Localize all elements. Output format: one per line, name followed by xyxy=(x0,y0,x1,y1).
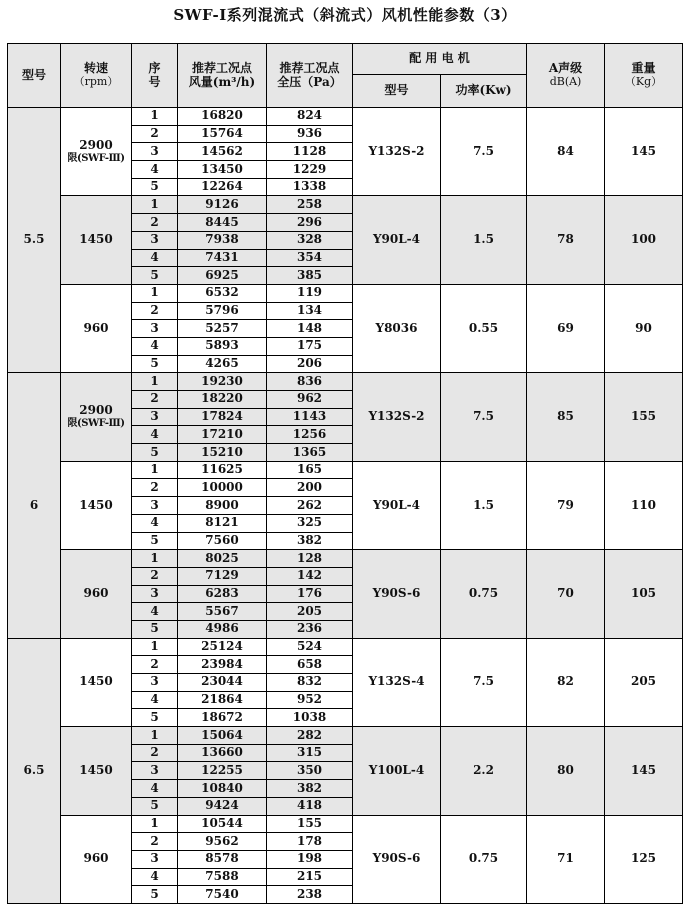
table-row xyxy=(8,196,683,214)
pressure-cell: 1128 xyxy=(267,143,353,161)
seq-cell: 1 xyxy=(132,373,178,391)
seq-cell: 2 xyxy=(132,125,178,143)
pressure-cell: 315 xyxy=(267,744,353,762)
airflow-cell: 8121 xyxy=(178,514,267,532)
pressure-cell: 200 xyxy=(267,479,353,497)
airflow-cell: 13660 xyxy=(178,744,267,762)
header-noise: A声级 dB(A) xyxy=(527,44,605,108)
seq-cell: 5 xyxy=(132,532,178,550)
pressure-cell: 236 xyxy=(267,620,353,638)
pressure-cell: 175 xyxy=(267,337,353,355)
speed-note: 限(SWF-Ⅲ) xyxy=(67,152,125,164)
motor-power-cell: 0.55 xyxy=(441,284,527,372)
speed-value: 2900 xyxy=(79,403,113,418)
seq-cell: 4 xyxy=(132,780,178,798)
header-model: 型号 xyxy=(8,44,61,108)
pressure-cell: 382 xyxy=(267,532,353,550)
speed-cell xyxy=(61,727,132,815)
seq-cell: 4 xyxy=(132,603,178,621)
pressure-cell: 215 xyxy=(267,868,353,886)
pressure-cell: 148 xyxy=(267,320,353,338)
weight-cell: 145 xyxy=(605,108,683,196)
speed-value: 960 xyxy=(83,851,109,866)
speed-cell xyxy=(61,196,132,284)
airflow-cell: 17210 xyxy=(178,426,267,444)
motor-power-cell: 7.5 xyxy=(441,108,527,196)
airflow-cell: 18220 xyxy=(178,391,267,409)
pressure-cell: 282 xyxy=(267,727,353,745)
pressure-cell: 176 xyxy=(267,585,353,603)
seq-cell: 2 xyxy=(132,833,178,851)
weight-cell: 90 xyxy=(605,284,683,372)
noise-cell: 82 xyxy=(527,638,605,726)
seq-cell: 2 xyxy=(132,656,178,674)
pressure-cell: 328 xyxy=(267,231,353,249)
pressure-cell: 325 xyxy=(267,514,353,532)
pressure-cell: 832 xyxy=(267,674,353,692)
motor-model-cell: Y132S-2 xyxy=(353,108,441,196)
header-pressure: 推荐工况点 全压（Pa） xyxy=(267,44,353,108)
seq-cell: 4 xyxy=(132,249,178,267)
pressure-cell: 119 xyxy=(267,284,353,302)
pressure-cell: 1338 xyxy=(267,178,353,196)
speed-cell xyxy=(61,461,132,549)
speed-value: 1450 xyxy=(79,232,113,247)
airflow-cell: 8025 xyxy=(178,550,267,568)
airflow-cell: 8900 xyxy=(178,497,267,515)
pressure-cell: 258 xyxy=(267,196,353,214)
table-row xyxy=(8,108,683,126)
seq-cell: 4 xyxy=(132,868,178,886)
model-cell: 6.5 xyxy=(8,638,61,903)
table-row xyxy=(8,461,683,479)
noise-cell: 78 xyxy=(527,196,605,284)
pressure-cell: 1143 xyxy=(267,408,353,426)
pressure-cell: 382 xyxy=(267,780,353,798)
airflow-cell: 23984 xyxy=(178,656,267,674)
airflow-cell: 7129 xyxy=(178,567,267,585)
airflow-cell: 7938 xyxy=(178,231,267,249)
airflow-cell: 23044 xyxy=(178,674,267,692)
motor-model-cell: Y90L-4 xyxy=(353,196,441,284)
weight-cell: 205 xyxy=(605,638,683,726)
header-weight: 重量 （Kg） xyxy=(605,44,683,108)
seq-cell: 3 xyxy=(132,850,178,868)
airflow-cell: 10840 xyxy=(178,780,267,798)
airflow-cell: 7431 xyxy=(178,249,267,267)
speed-value: 1450 xyxy=(79,762,113,777)
table-body xyxy=(8,108,683,904)
noise-cell: 71 xyxy=(527,815,605,903)
motor-model-cell: Y90S-6 xyxy=(353,550,441,638)
pressure-cell: 155 xyxy=(267,815,353,833)
seq-cell: 5 xyxy=(132,267,178,285)
table-header xyxy=(8,44,683,108)
airflow-cell: 5893 xyxy=(178,337,267,355)
seq-cell: 4 xyxy=(132,337,178,355)
seq-cell: 3 xyxy=(132,143,178,161)
pressure-cell: 952 xyxy=(267,691,353,709)
airflow-cell: 5567 xyxy=(178,603,267,621)
table-row xyxy=(8,727,683,745)
seq-cell: 3 xyxy=(132,497,178,515)
pressure-cell: 134 xyxy=(267,302,353,320)
seq-cell: 1 xyxy=(132,815,178,833)
speed-cell xyxy=(61,108,132,196)
airflow-cell: 9126 xyxy=(178,196,267,214)
motor-power-cell: 0.75 xyxy=(441,815,527,903)
airflow-cell: 4986 xyxy=(178,620,267,638)
speed-value: 2900 xyxy=(79,138,113,153)
header-motor: 配 用 电 机 xyxy=(353,44,527,75)
motor-power-cell: 1.5 xyxy=(441,196,527,284)
speed-value: 1450 xyxy=(79,497,113,512)
seq-cell: 5 xyxy=(132,886,178,904)
airflow-cell: 17824 xyxy=(178,408,267,426)
seq-cell: 2 xyxy=(132,479,178,497)
speed-value: 1450 xyxy=(79,674,113,689)
speed-value: 960 xyxy=(83,586,109,600)
noise-cell: 80 xyxy=(527,727,605,815)
pressure-cell: 165 xyxy=(267,461,353,479)
seq-cell: 1 xyxy=(132,550,178,568)
motor-model-cell: Y100L-4 xyxy=(353,727,441,815)
airflow-cell: 7560 xyxy=(178,532,267,550)
pressure-cell: 296 xyxy=(267,214,353,232)
pressure-cell: 936 xyxy=(267,125,353,143)
pressure-cell: 1229 xyxy=(267,161,353,179)
airflow-cell: 21864 xyxy=(178,691,267,709)
pressure-cell: 238 xyxy=(267,886,353,904)
table-row xyxy=(8,550,683,568)
pressure-cell: 524 xyxy=(267,638,353,656)
airflow-cell: 7588 xyxy=(178,868,267,886)
table-row xyxy=(8,373,683,391)
pressure-cell: 142 xyxy=(267,567,353,585)
weight-cell: 110 xyxy=(605,461,683,549)
airflow-cell: 4265 xyxy=(178,355,267,373)
seq-cell: 5 xyxy=(132,355,178,373)
speed-cell xyxy=(61,550,132,638)
airflow-cell: 15210 xyxy=(178,444,267,462)
noise-cell: 84 xyxy=(527,108,605,196)
airflow-cell: 5257 xyxy=(178,320,267,338)
weight-cell: 145 xyxy=(605,727,683,815)
seq-cell: 5 xyxy=(132,797,178,815)
motor-model-cell: Y132S-4 xyxy=(353,638,441,726)
airflow-cell: 14562 xyxy=(178,143,267,161)
noise-cell: 69 xyxy=(527,284,605,372)
motor-model-cell: Y8036 xyxy=(353,284,441,372)
seq-cell: 4 xyxy=(132,691,178,709)
airflow-cell: 8578 xyxy=(178,850,267,868)
header-motor-model: 型号 xyxy=(353,75,441,108)
pressure-cell: 824 xyxy=(267,108,353,126)
pressure-cell: 1038 xyxy=(267,709,353,727)
airflow-cell: 11625 xyxy=(178,461,267,479)
page-title: SWF-Ⅰ系列混流式（斜流式）风机性能参数（3） xyxy=(173,6,517,24)
motor-power-cell: 0.75 xyxy=(441,550,527,638)
airflow-cell: 16820 xyxy=(178,108,267,126)
pressure-cell: 836 xyxy=(267,373,353,391)
pressure-cell: 658 xyxy=(267,656,353,674)
seq-cell: 5 xyxy=(132,178,178,196)
weight-cell: 125 xyxy=(605,815,683,903)
header-airflow: 推荐工况点 风量(m³/h) xyxy=(178,44,267,108)
airflow-cell: 7540 xyxy=(178,886,267,904)
motor-model-cell: Y132S-2 xyxy=(353,373,441,461)
speed-cell xyxy=(61,638,132,726)
pressure-cell: 1365 xyxy=(267,444,353,462)
airflow-cell: 10544 xyxy=(178,815,267,833)
seq-cell: 4 xyxy=(132,426,178,444)
speed-cell xyxy=(61,284,132,372)
speed-cell xyxy=(61,373,132,461)
seq-cell: 5 xyxy=(132,709,178,727)
seq-cell: 2 xyxy=(132,302,178,320)
table-row xyxy=(8,638,683,656)
pressure-cell: 962 xyxy=(267,391,353,409)
airflow-cell: 6532 xyxy=(178,284,267,302)
pressure-cell: 198 xyxy=(267,850,353,868)
airflow-cell: 6925 xyxy=(178,267,267,285)
airflow-cell: 19230 xyxy=(178,373,267,391)
noise-cell: 85 xyxy=(527,373,605,461)
seq-cell: 2 xyxy=(132,214,178,232)
seq-cell: 4 xyxy=(132,514,178,532)
airflow-cell: 9424 xyxy=(178,797,267,815)
pressure-cell: 178 xyxy=(267,833,353,851)
airflow-cell: 8445 xyxy=(178,214,267,232)
motor-power-cell: 7.5 xyxy=(441,638,527,726)
pressure-cell: 128 xyxy=(267,550,353,568)
airflow-cell: 12255 xyxy=(178,762,267,780)
model-cell: 5.5 xyxy=(8,108,61,373)
airflow-cell: 25124 xyxy=(178,638,267,656)
seq-cell: 1 xyxy=(132,461,178,479)
weight-cell: 155 xyxy=(605,373,683,461)
airflow-cell: 5796 xyxy=(178,302,267,320)
airflow-cell: 15764 xyxy=(178,125,267,143)
motor-power-cell: 7.5 xyxy=(441,373,527,461)
pressure-cell: 206 xyxy=(267,355,353,373)
pressure-cell: 1256 xyxy=(267,426,353,444)
pressure-cell: 354 xyxy=(267,249,353,267)
seq-cell: 3 xyxy=(132,231,178,249)
seq-cell: 1 xyxy=(132,196,178,214)
table-row xyxy=(8,815,683,833)
pressure-cell: 205 xyxy=(267,603,353,621)
airflow-cell: 10000 xyxy=(178,479,267,497)
noise-cell: 79 xyxy=(527,461,605,549)
pressure-cell: 350 xyxy=(267,762,353,780)
airflow-cell: 15064 xyxy=(178,727,267,745)
airflow-cell: 13450 xyxy=(178,161,267,179)
speed-cell xyxy=(61,815,132,903)
airflow-cell: 6283 xyxy=(178,585,267,603)
motor-model-cell: Y90L-4 xyxy=(353,461,441,549)
airflow-cell: 9562 xyxy=(178,833,267,851)
weight-cell: 105 xyxy=(605,550,683,638)
seq-cell: 3 xyxy=(132,320,178,338)
performance-table xyxy=(7,43,683,904)
seq-cell: 2 xyxy=(132,391,178,409)
seq-cell: 1 xyxy=(132,638,178,656)
airflow-cell: 12264 xyxy=(178,178,267,196)
seq-cell: 3 xyxy=(132,585,178,603)
seq-cell: 5 xyxy=(132,620,178,638)
noise-cell: 70 xyxy=(527,550,605,638)
seq-cell: 1 xyxy=(132,727,178,745)
table-row xyxy=(8,284,683,302)
header-speed: 转速 （rpm） xyxy=(61,44,132,108)
model-cell: 6 xyxy=(8,373,61,638)
weight-cell: 100 xyxy=(605,196,683,284)
seq-cell: 3 xyxy=(132,762,178,780)
airflow-cell: 18672 xyxy=(178,709,267,727)
speed-note: 限(SWF-Ⅲ) xyxy=(67,418,125,430)
seq-cell: 3 xyxy=(132,408,178,426)
seq-cell: 5 xyxy=(132,444,178,462)
seq-cell: 2 xyxy=(132,744,178,762)
header-seq: 序 号 xyxy=(132,44,178,108)
motor-power-cell: 2.2 xyxy=(441,727,527,815)
header-motor-power: 功率(Kw) xyxy=(441,75,527,108)
pressure-cell: 385 xyxy=(267,267,353,285)
pressure-cell: 262 xyxy=(267,497,353,515)
speed-value: 960 xyxy=(83,320,109,335)
motor-power-cell: 1.5 xyxy=(441,461,527,549)
seq-cell: 1 xyxy=(132,284,178,302)
seq-cell: 2 xyxy=(132,567,178,585)
seq-cell: 3 xyxy=(132,674,178,692)
seq-cell: 4 xyxy=(132,161,178,179)
motor-model-cell: Y90S-6 xyxy=(353,815,441,903)
seq-cell: 1 xyxy=(132,108,178,126)
pressure-cell: 418 xyxy=(267,797,353,815)
